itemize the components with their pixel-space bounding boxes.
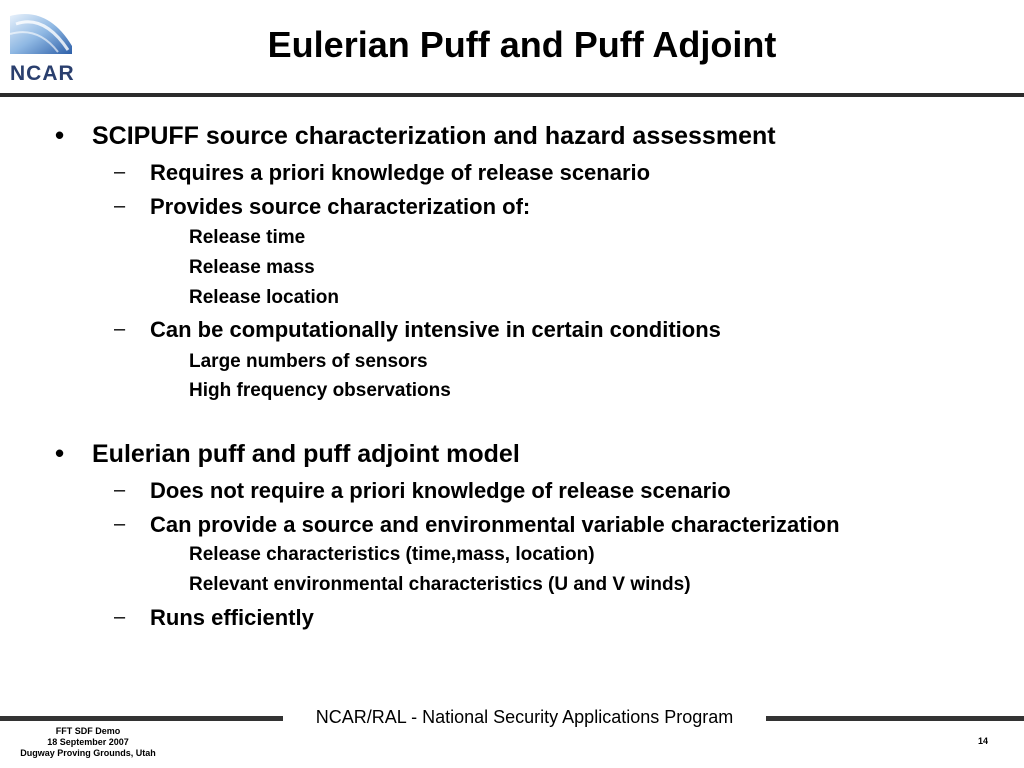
- page-number: 14: [978, 736, 989, 746]
- dash-icon: –: [114, 161, 126, 183]
- bullet-icon: •: [55, 438, 65, 468]
- list-item: Can provide a source and environmental variable characterization: [150, 512, 840, 537]
- footer-rule-left: [0, 716, 283, 721]
- list-item: Can be computationally intensive in certain conditions: [150, 317, 721, 342]
- slide-title: Eulerian Puff and Puff Adjoint: [267, 24, 777, 65]
- sub-list-item: High frequency observations: [189, 380, 451, 401]
- list-item: Provides source characterization of:: [150, 194, 531, 219]
- list-item: Runs efficiently: [150, 605, 314, 630]
- sub-list-item: Release mass: [189, 257, 315, 278]
- list-item: Does not require a priori knowledge of release scenario: [150, 478, 731, 503]
- sub-list-item: Large numbers of sensors: [189, 351, 428, 372]
- bullet-icon: •: [55, 120, 65, 150]
- footer-event-location: Dugway Proving Grounds, Utah: [20, 748, 156, 758]
- sub-list-item: Release time: [189, 227, 306, 248]
- sub-list-item: Relevant environmental characteristics (U and V winds): [189, 574, 691, 595]
- footer-rule-right: [766, 716, 1024, 721]
- footer-event-name: FFT SDF Demo: [55, 726, 121, 736]
- dash-icon: –: [114, 606, 126, 628]
- dash-icon: –: [114, 318, 126, 340]
- sub-list-item: Release characteristics (time,mass, location): [189, 544, 595, 565]
- ncar-logo-text: NCAR: [10, 62, 75, 85]
- footer-program: NCAR/RAL - National Security Applications Program: [315, 707, 734, 727]
- dash-icon: –: [114, 513, 126, 535]
- dash-icon: –: [114, 195, 126, 217]
- list-item: Requires a priori knowledge of release scenario: [150, 160, 651, 185]
- sub-list-item: Release location: [189, 287, 339, 308]
- section-heading: SCIPUFF source characterization and hazard assessment: [92, 122, 776, 150]
- dash-icon: –: [114, 479, 126, 501]
- footer-event-date: 18 September 2007: [47, 737, 129, 747]
- section-heading: Eulerian puff and puff adjoint model: [92, 440, 520, 468]
- footer-event-info: [0, 726, 176, 759]
